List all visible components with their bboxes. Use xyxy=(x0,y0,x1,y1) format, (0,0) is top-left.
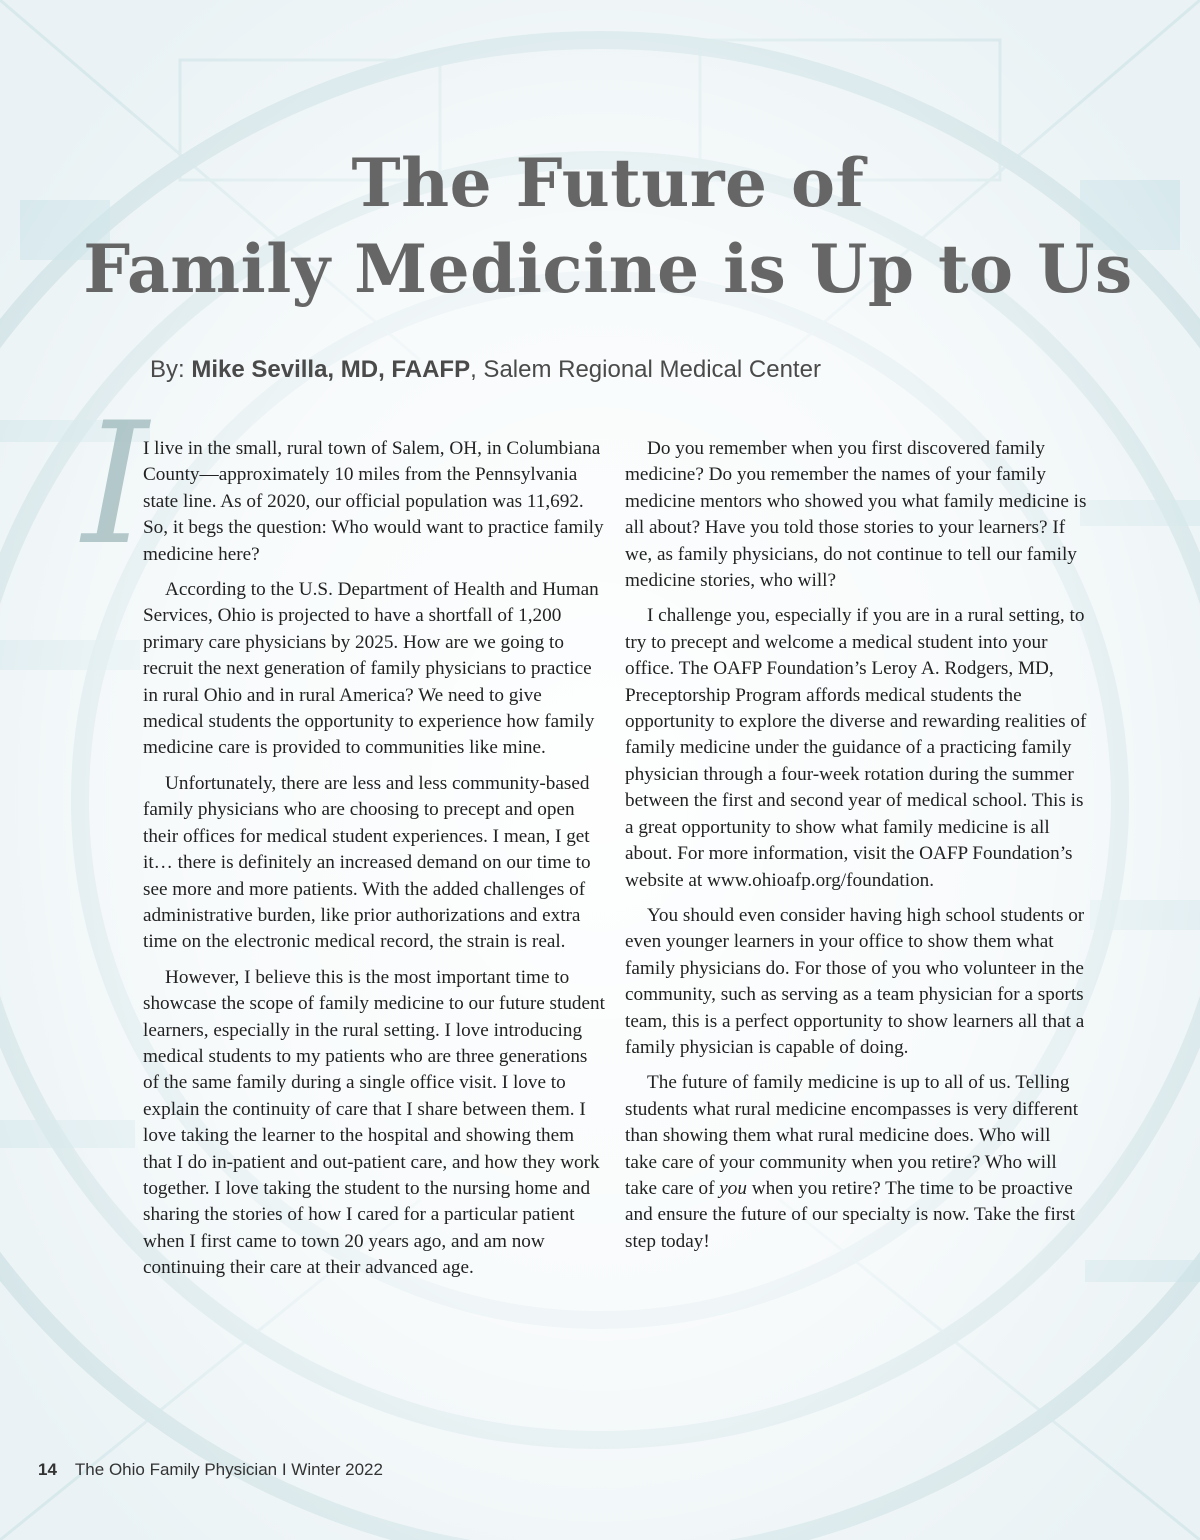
byline xyxy=(150,356,821,384)
paragraph: According to the U.S. Department of Health and Human Services, Ohio is projected to have a shortfall of 1,200 primary care physicians by 2025. How are we going to recruit the next generation of family physicians to practice in rural Ohio and in rural America? We need to give medical students the opportunity to experience how family medicine care is provided to communities like mine. xyxy=(143,579,599,759)
publication-info: The Ohio Family Physician I Winter 2022 xyxy=(74,1460,383,1479)
paragraph: Unfortunately, there are less and less community-based family physicians who are choosing to precept and open their offices for medical student experiences. I mean, I get it… there is definitely an increased demand on our time to see more and more patients. With the added challenges of administrative burden, like prior authorizations and extra time on the electronic medical record, the strain is real. xyxy=(143,772,591,953)
page-footer xyxy=(38,1460,383,1480)
paragraph xyxy=(625,1070,1087,1255)
page-number: 14 xyxy=(38,1460,57,1479)
title-line-1: The Future of xyxy=(351,144,865,222)
paragraph: You should even consider having high school students or even younger learners in your office to show them what family physicians do. For those of you who volunteer in the community, such as serving as a team physician for a sports team, this is a perfect opportunity to show learners all that a family physician is capable of doing. xyxy=(625,904,1085,1058)
byline-prefix: By: xyxy=(150,356,192,383)
paragraph-text: The future of family medicine is up to all of us. Telling students what rural medicine encompasses is very different than showing them what rural medicine does. Who will take care of your community when you retire? Who will take care of xyxy=(625,1072,1079,1199)
title-line-2: Family Medicine is Up to Us xyxy=(83,230,1133,308)
paragraph-text: when you retire? The time to be proactive and ensure the future of our specialty is now. Take the first step today! xyxy=(625,1177,1075,1252)
paragraph: I challenge you, especially if you are in a rural setting, to try to precept and welcome a medical student into your office. The OAFP Foundation’s Leroy A. Rodgers, MD, Preceptorship Program affords medical students the opportunity to explore the diverse and rewarding realities of family medicine under the guidance of a practicing family physician through a four-week rotation during the summer between the first and second year of medical school. This is a great opportunity to show what family medicine is all about. For more information, visit the OAFP Foundation’s website at www.ohioafp.org/foundation. xyxy=(625,605,1087,891)
paragraph: However, I believe this is the most important time to showcase the scope of family medicine to our future student learners, especially in the rural setting. I love introducing medical students to my patients who are three generations of the same family during a single office visit. I love to explain the continuity of care that I share between them. I love taking the learner to the hospital and showing them that I do in-patient and out-patient care, and how they work together. I love taking the student to the nursing home and sharing the stories of how I cared for a particular patient when I first came to town 20 years ago, and am now continuing their care at their advanced age. xyxy=(143,966,605,1279)
article-title xyxy=(0,140,1200,312)
emphasis-you: you xyxy=(719,1177,747,1199)
drop-cap-letter: I xyxy=(82,386,149,582)
right-column xyxy=(625,436,1087,1264)
byline-affiliation: , Salem Regional Medical Center xyxy=(470,356,821,383)
left-column xyxy=(143,436,605,1291)
paragraph: Do you remember when you first discovered family medicine? Do you remember the names of your family medicine mentors who showed you what family medicine is all about? Have you told those stories to your learners? If we, as family physicians, do not continue to tell our family medicine stories, who will? xyxy=(625,438,1087,592)
byline-author: Mike Sevilla, MD, FAAFP xyxy=(191,356,471,383)
paragraph: I live in the small, rural town of Salem, OH, in Columbiana County—approximately 10 miles from the Pennsylvania state line. As of 2020, our official population was 11,692. So, it begs the question: Who would want to practice family medicine here? xyxy=(143,438,604,565)
